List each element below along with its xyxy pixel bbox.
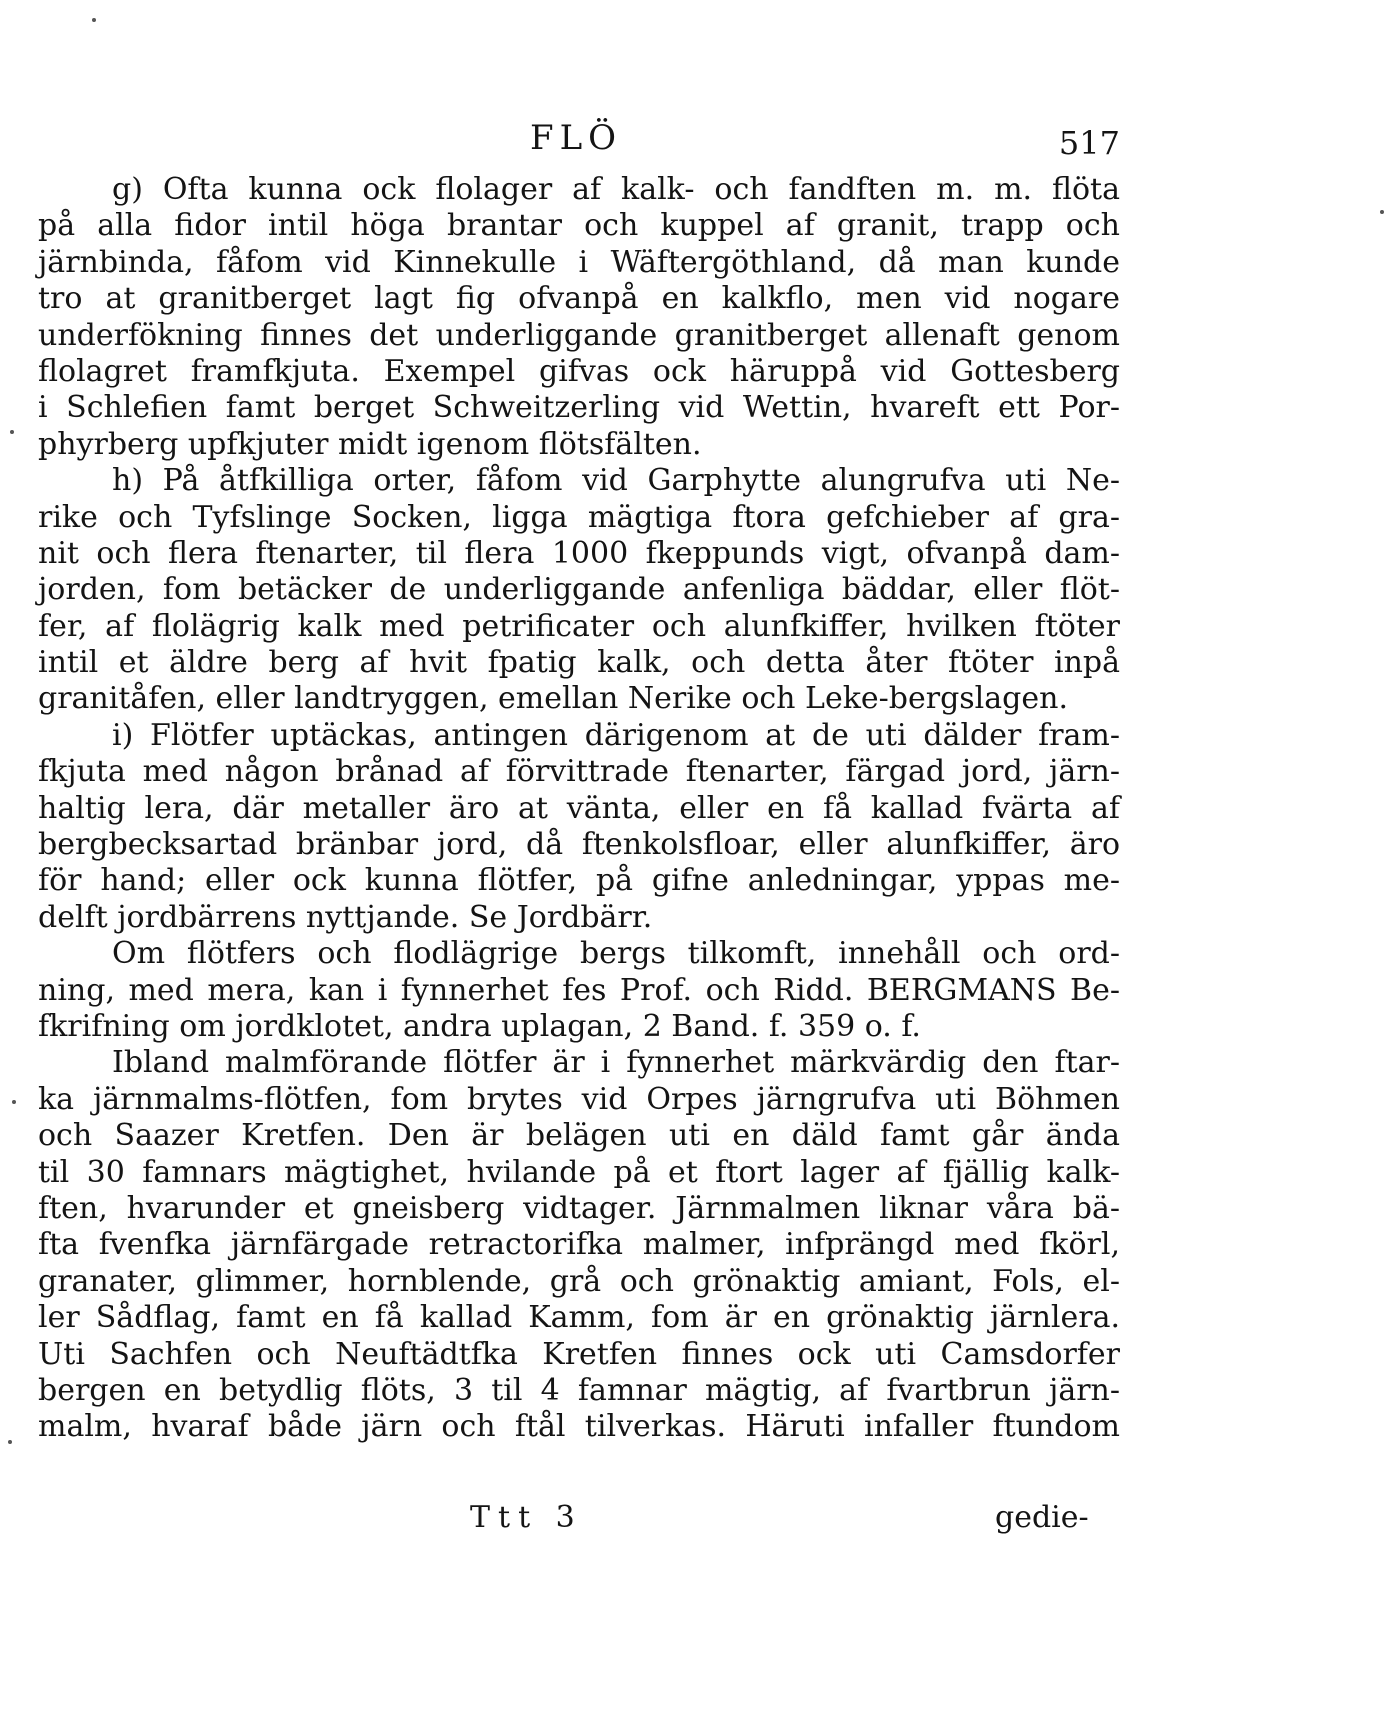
text-line: malm, hvaraf både järn och ftål tilverkas. Häruti infaller ftundom <box>38 1409 1120 1445</box>
text-line: Ibland malmförande flötfer är i fynnerhet märkvärdig den ftar- <box>112 1045 1120 1081</box>
text-line: fkrifning om jordklotet, andra uplagan, 2 Band. f. 359 o. f. <box>38 1008 921 1044</box>
text-line: phyrberg upfkjuter midt igenom flötsfälten. <box>38 426 702 462</box>
speck <box>8 1440 12 1444</box>
text-line: fkjuta med någon brånad af förvittrade ftenarter, färgad jord, järn- <box>38 754 1120 790</box>
speck <box>92 18 96 22</box>
text-line: underfökning finnes det underliggande granitberget allenaft genom <box>38 317 1120 353</box>
text-line: granitåfen, eller landtryggen, emellan Nerike och Leke-bergslagen. <box>38 681 1068 717</box>
text-line: intil et äldre berg af hvit fpatig kalk, och detta åter ftöter inpå <box>38 645 1120 681</box>
text-line: ka järnmalms-flötfen, fom brytes vid Orpes järngrufva uti Böhmen <box>38 1081 1120 1117</box>
catchword: gedie- <box>995 1500 1089 1535</box>
text-line: fer, af flolägrig kalk med petrificater och alunfkiffer, hvilken ftöter <box>38 608 1120 644</box>
text-line: ler Sådflag, famt en få kallad Kamm, fom är en grönaktig järnlera. <box>38 1300 1120 1336</box>
text-line: tro at granitberget lagt fig ofvanpå en kalkflo, men vid nogare <box>38 281 1120 317</box>
text-line: på alla fidor intil höga brantar och kuppel af granit, trapp och <box>38 208 1120 244</box>
text-line: bergbecksartad bränbar jord, då ftenkolsfloar, eller alunfkiffer, äro <box>38 827 1120 863</box>
text-line: ften, hvarunder et gneisberg vidtager. Järnmalmen liknar våra bä- <box>38 1190 1120 1226</box>
text-line: til 30 famnars mägtighet, hvilande på et ftort lager af fjällig kalk- <box>38 1154 1120 1190</box>
speck <box>1380 210 1384 214</box>
text-line: järnbinda, fåfom vid Kinnekulle i Wäftergöthland, då man kunde <box>38 244 1120 280</box>
page-header <box>40 118 1120 168</box>
text-line: Uti Sachfen och Neuftädtfka Kretfen finnes ock uti Camsdorfer <box>38 1336 1120 1372</box>
text-line: granater, glimmer, hornblende, grå och grönaktig amiant, Fols, el- <box>38 1263 1120 1299</box>
running-head: FLÖ <box>530 118 623 158</box>
text-line: rike och Tyfslinge Socken, ligga mägtiga ftora gefchieber af gra- <box>38 499 1120 535</box>
text-line: haltig lera, där metaller äro at vänta, eller en få kallad fvärta af <box>38 790 1120 826</box>
text-line: fta fvenfka järnfärgade retractorifka malmer, infprängd med fkörl, <box>38 1227 1120 1263</box>
speck <box>10 430 14 434</box>
text-line: delft jordbärrens nyttjande. Se Jordbärr. <box>38 899 653 935</box>
signature-mark: Ttt 3 <box>470 1500 583 1535</box>
speck <box>12 1100 16 1104</box>
text-line: h) På åtfkilliga orter, fåfom vid Garphytte alungrufva uti Ne- <box>112 463 1120 499</box>
text-line: jorden, fom betäcker de underliggande anfenliga bäddar, eller flöt- <box>38 572 1120 608</box>
text-line: nit och flera ftenarter, til flera 1000 fkeppunds vigt, ofvanpå dam- <box>38 535 1120 571</box>
body-text <box>38 172 1120 1446</box>
text-line: för hand; eller ock kunna flötfer, på gifne anledningar, yppas me- <box>38 863 1120 899</box>
text-line: i Schlefien famt berget Schweitzerling vid Wettin, hvareft ett Por- <box>38 390 1120 426</box>
text-line: och Saazer Kretfen. Den är belägen uti en däld famt går ända <box>38 1118 1120 1154</box>
text-line: Om flötfers och flodlägrige bergs tilkomft, innehåll och ord- <box>112 936 1120 972</box>
text-line: ning, med mera, kan i fynnerhet fes Prof. och Ridd. BERGMANS Be- <box>38 972 1120 1008</box>
text-line: flolagret framfkjuta. Exempel gifvas ock häruppå vid Gottesberg <box>38 353 1120 389</box>
page-number: 517 <box>1058 124 1120 162</box>
text-line: bergen en betydlig flöts, 3 til 4 famnar mägtig, af fvartbrun järn- <box>38 1372 1120 1408</box>
text-line: i) Flötfer uptäckas, antingen därigenom at de uti dälder fram- <box>112 717 1120 753</box>
text-line: g) Ofta kunna ock flolager af kalk- och fandften m. m. flöta <box>112 172 1120 207</box>
